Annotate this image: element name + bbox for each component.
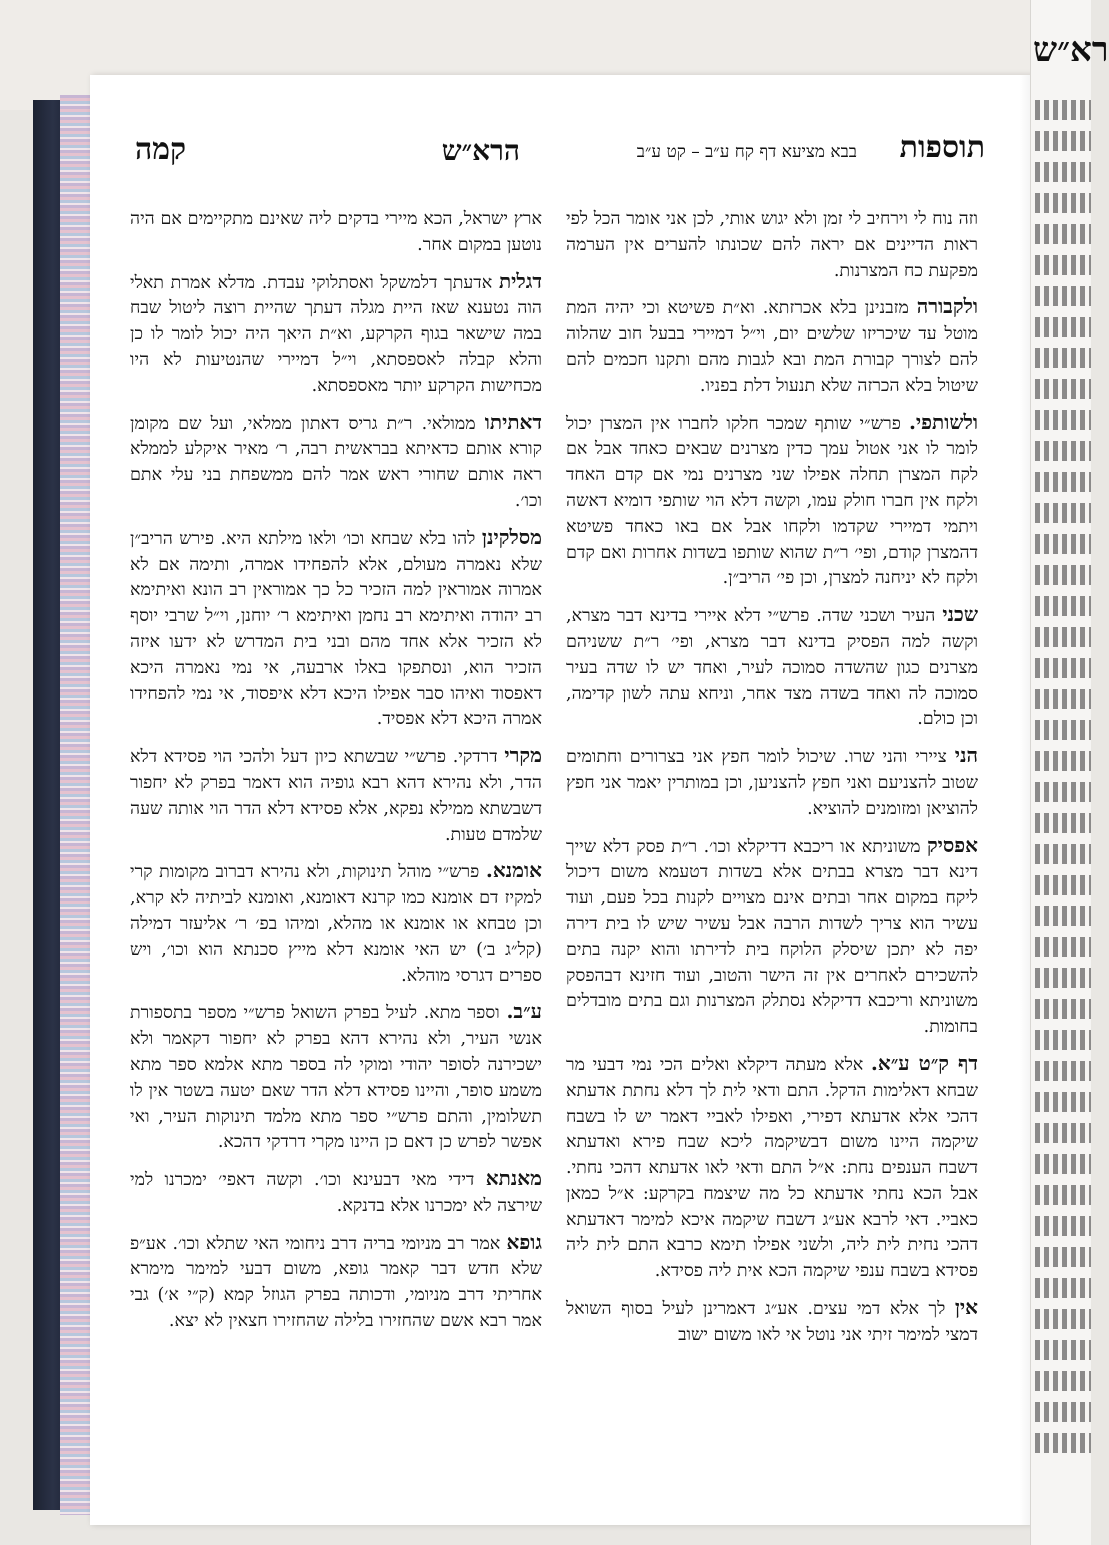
next-page-text-line	[1035, 689, 1091, 709]
next-page-text-line	[1035, 1433, 1091, 1453]
next-page-text-line	[1035, 1185, 1091, 1205]
header-tosafot: תוספות	[899, 130, 985, 165]
next-page-text-line	[1035, 100, 1091, 120]
next-page-text-line	[1035, 410, 1091, 430]
next-page-text-line	[1035, 1340, 1091, 1360]
paragraph-text: דרדקי. פרש״י שבשתא כיון דעל ולהכי הוי פסידא דלא הדר, ולא נהירא דהא רבא גופיה הוא דאמר בפרק לא יחפור דשבשתא ממילא נפקא, אלא פסידא דלא הדר הוי אותה שעה שלמדם טעות.	[130, 747, 542, 845]
next-page-text-line	[1035, 162, 1091, 182]
next-page-header: רא״ש	[1033, 30, 1109, 70]
paragraph-text: אדעתך דלמשקל ואסתלוקי עבדת. מדלא אמרת תאלי הוה נטענא שאז היית מגלה דעתך שהיית רוצה ליטול שבח במה שישאר בגוף הקרקע, וא״ת היאך היה יכול לומר לו כן והלא קבלה לאספסתא, וי״ל דמיירי שהנטיעות לא היו מכחישות הקרקע יותר מאספסתא.	[130, 272, 542, 396]
paragraph-text: ארץ ישראל, הכא מיירי בדקים ליה שאינם מתקיימים אם היה נוטען במקום אחר.	[130, 209, 542, 255]
paragraph-heading: מקרי	[504, 743, 542, 768]
next-page-text-line	[1035, 1371, 1091, 1391]
next-page-text-line	[1035, 720, 1091, 740]
paragraph-text: אלא מעתה דיקלא ואלים הכי נמי דבעי מר שבחא דאלימות הדקל. התם ודאי לית לך דלא נחתת אדעתא דהכי אלא אדעתא דפירי, ואפילו לאביי דאמר יש לו בשבח שיקמה היינו משום דבשיקמה ליכא שבח פירא ואדעתא דשבח הענפים נחת: א״ל התם ודאי לאו אדעתא דהכי נחתי. אבל הכא נחתי אדעתא כל מה שיצמח בקרקע: א״ל כמאן כאביי. דאי לרבא אע״ג דשבח שיקמה איכא למימר דאדעתא דהכי נחית לית ליה, ולשני אפילו תימא כרבא התם לית ליה פסידא בשבח ענפי שיקמה הכא אית ליה פסידא.	[566, 1054, 978, 1282]
next-page-text-line	[1035, 255, 1091, 275]
next-page-text-line	[1035, 1154, 1091, 1174]
commentary-paragraph	[130, 999, 542, 1156]
commentary-paragraph	[566, 294, 978, 399]
next-page-text-line	[1035, 1278, 1091, 1298]
paragraph-text: לך אלא דמי עצים. אע״ג דאמרינן לעיל בסוף השואל דמצי למימר זיתי אני נוטל אי לאו משום ישוב	[566, 1299, 978, 1345]
paragraph-heading: אומנא.	[485, 858, 542, 883]
next-page-text-line	[1035, 751, 1091, 771]
commentary-paragraph	[566, 602, 978, 733]
paragraph-heading: אפסיק	[926, 832, 978, 857]
next-page-edge	[1030, 0, 1109, 1545]
paragraph-heading: ע״ב.	[506, 999, 542, 1024]
next-page-text-line	[1035, 348, 1091, 368]
commentary-paragraph	[566, 207, 978, 284]
book-page	[90, 75, 1050, 1525]
paragraph-heading: ולקבורה	[916, 294, 978, 319]
paragraph-heading: דגלית	[498, 268, 542, 293]
paragraph-heading: הני	[954, 743, 978, 768]
paragraph-heading: שכני	[942, 602, 978, 627]
next-page-text-line	[1035, 999, 1091, 1019]
next-page-text-line	[1035, 534, 1091, 554]
next-page-text	[1035, 100, 1091, 1464]
paragraph-text: ממולאי. ר״ת גריס דאתון ממלאי, ועל שם מקומן קורא אותם כדאיתא בבראשית רבה, ר׳ מאיר איקלע לממלא ראה אותם שחורי ראש אמר להם ממשפחת בני עלי אתם וכו׳.	[130, 413, 542, 511]
paragraph-heading: דף ק״ט ע״א.	[870, 1050, 978, 1075]
next-page-text-line	[1035, 875, 1091, 895]
next-page-text-line	[1035, 565, 1091, 585]
paragraph-heading: ולשותפי.	[908, 409, 978, 434]
right-column	[566, 207, 978, 1359]
next-page-text-line	[1035, 627, 1091, 647]
commentary-paragraph	[130, 269, 542, 400]
next-page-text-line	[1035, 1092, 1091, 1112]
next-page-text-line	[1035, 1309, 1091, 1329]
next-page-text-line	[1035, 1061, 1091, 1081]
next-page-text-line	[1035, 782, 1091, 802]
page-number: קמה	[135, 132, 187, 167]
next-page-text-line	[1035, 286, 1091, 306]
next-page-text-line	[1035, 968, 1091, 988]
next-page-text-line	[1035, 193, 1091, 213]
next-page-text-line	[1035, 379, 1091, 399]
paragraph-text: העיר ושכני שדה. פרש״י דלא איירי בדינא דבר מצרא, וקשה למה הפסיק בדינא דבר מצרא, ופי׳ ר״ת ששניהם מצרנים כגון שהשדה סמוכה לעיר, ואחד יש לו שדה בעיר סמוכה לה ואחד בשדה מצד אחר, וניחא עתה לשון קדימה, וכן כולם.	[566, 606, 978, 730]
next-page-text-line	[1035, 1030, 1091, 1050]
commentary-paragraph	[130, 1230, 542, 1335]
paragraph-heading: מאנתא	[485, 1166, 542, 1191]
header-tractate-range: בבא מציעא דף קח ע״ב – קט ע״ב	[636, 142, 857, 162]
page-header	[125, 130, 985, 180]
commentary-paragraph	[130, 743, 542, 848]
next-page-text-line	[1035, 503, 1091, 523]
next-page-text-line	[1035, 813, 1091, 833]
next-page-text-line	[1035, 472, 1091, 492]
paragraph-text: משוניתא או ריכבא דדיקלא וכו׳. ר״ת פסק דלא שייך דינא דבר מצרא בבתים אלא בשדות דטעמא משום דיכול ליקח במקום אחר ובתים אינם מצויים לקנות בכל פעם, ועוד עשיר הוא צריך לשדות הרבה אבל עשיר שיש לו בית דירה יפה לא יתכן שיסלק הלוקח בית לדירתו והוא יקנה בתים להשכירם לאחרים אין זה הישר והטוב, ועוד חזינא דבהפסק משוניתא וריכבא דדיקלא נסתלק המצרנות וגם בתים מובדלים בחומות.	[566, 836, 978, 1038]
paragraph-heading: גופא	[506, 1229, 542, 1254]
next-page-text-line	[1035, 844, 1091, 864]
paragraph-text: ציירי והני שרו. שיכול לומר חפץ אני בצרורים וחתומים שטוב להצניעם ואני חפץ להצניען, וכן במותרין יאמר אני חפץ להוציאן ומזומנים להוציא.	[566, 747, 978, 819]
paragraph-text: דידי מאי דבעינא וכו׳. וקשה דאפי׳ ימכרנו למי שירצה לא ימכרנו אלא בדנקא.	[130, 1170, 542, 1216]
next-page-text-line	[1035, 317, 1091, 337]
commentary-paragraph	[130, 1166, 542, 1220]
paragraph-text: וספר מתא. לעיל בפרק השואל פרש״י מספר בתספורת אנשי העיר, ולא נהירא דהא בפרק לא יחפור דקאמר ולא ישכירנה לסופר יהודי ומוקי לה בספר מתא אלמא ספר מתא משמע סופר, והיינו פסידא דלא הדר שאם יטעה בשטר אין לו תשלומין, והתם פרש״י ספר מתא מלמד תינוקות העיר, ואי אפשר לפרש כן דאם כן היינו מקרי דרדקי דהכא.	[130, 1003, 542, 1153]
commentary-paragraph	[566, 1051, 978, 1285]
commentary-paragraph	[130, 858, 542, 989]
next-page-text-line	[1035, 1216, 1091, 1236]
commentary-paragraph	[130, 525, 542, 733]
next-page-text-line	[1035, 1123, 1091, 1143]
paragraph-text: פרש״י שותף שמכר חלקו לחברו אין המצרן יכול לומר לו אני אטול עמך כדין מצרנים שבאים כאחד אבל אם לקח המצרן תחלה אפילו שני מצרנים נמי אם קדם האחד ולקח אין חברו חולק עמו, וקשה דלא הוי שותפי דומיא דאשה ויתמי דמיירי שקדמו ולקחו אבל אם באו כאחד פשיטא דהמצרן קודם, ופי׳ ר״ת שהוא שותפו בשדות אחרות ואם קדם ולקח לא יניחנה למצרן, וכן פי׳ הריב״ן.	[566, 413, 978, 589]
left-column	[130, 207, 542, 1345]
paragraph-text: להו בלא שבחא וכו׳ ולאו מילתא היא. פירש הריב״ן שלא נאמרה מעולם, אלא להפחידו אמרה, ותימה אם לא אמרוה אמוראין למה הזכיר כל כך אמוראין רב הונא ואיתימא רב יהודה ואיתימא רב נחמן ואיתימא ר׳ יוחנן, וי״ל שרבי יוסף לא הזכיר אלא אחד מהם ובני בית המדרש לא ידעו איזה הזכיר הוא, ונסתפקו באלו ארבעה, אי נמי נאמרה היכא דאפסוד ואיהו סבר אפילו היכא דלא איפסוד, אי נמי להפחידו אמרה היכא דלא אפסיד.	[130, 528, 542, 730]
next-page-text-line	[1035, 906, 1091, 926]
paragraph-text: וזה נוח לי וירחיב לי זמן ולא יגוש אותי, לכן אני אומר הכל לפי ראות הדיינים אם יראה להם שכונתו להערים אין הערמה מפקעת כח המצרנות.	[566, 209, 978, 281]
next-page-text-line	[1035, 441, 1091, 461]
commentary-paragraph	[566, 1295, 978, 1349]
commentary-paragraph	[130, 410, 542, 515]
next-page-text-line	[1035, 1402, 1091, 1422]
commentary-paragraph	[566, 743, 978, 822]
next-page-text-line	[1035, 658, 1091, 678]
paragraph-heading: מסלקינן	[481, 524, 542, 549]
next-page-text-line	[1035, 1247, 1091, 1267]
paragraph-text: אמר רב מניומי בריה דרב ניחומי האי שתלא וכו׳. אע״פ שלא חדש דבר קאמר גופא, משום דבעי למימר מימרא אחריתי דרב מניומי, ודכותה בפרק הגוזל קמא (ק״י א׳) גבי אמר רבא אשם שהחזירו בלילה שהחזירו חצאין לא יצא.	[130, 1233, 542, 1332]
header-rosh: הרא״ש	[441, 134, 520, 167]
paragraph-heading: אין	[954, 1295, 978, 1320]
paragraph-text: פרש״י מוהל תינוקות, ולא נהירא דברוב מקומות קרי למקיז דם אומנא כמו קרנא דאומנא, ואומנא לביתיה לא קרא, וכן טבחא או אומנא או מהלא, ומיהו בפ׳ ר׳ אליעזר דמילה (קל״ג ב׳) יש האי אומנא דלא מייץ סכנתא הוא וכו׳, ויש ספרים דגרסי מוהלא.	[130, 862, 542, 986]
next-page-text-line	[1035, 937, 1091, 957]
commentary-paragraph	[566, 410, 978, 593]
commentary-paragraph	[566, 833, 978, 1041]
next-page-text-line	[1035, 596, 1091, 616]
commentary-paragraph	[130, 207, 542, 259]
paragraph-text: מזבנינן בלא אכרזתא. וא״ת פשיטא וכי יהיה המת מוטל עד שיכריזו שלשים יום, וי״ל דמיירי בבעל חוב שהלוה להם לצורך קבורת המת ובא לגבות מהם ותקנו חכמים להם שיטול בלא הכרזה שלא תנעול דלת בפניו.	[566, 298, 978, 396]
paragraph-heading: דאתיתו	[484, 409, 542, 434]
next-page-text-line	[1035, 224, 1091, 244]
next-page-text-line	[1035, 131, 1091, 151]
